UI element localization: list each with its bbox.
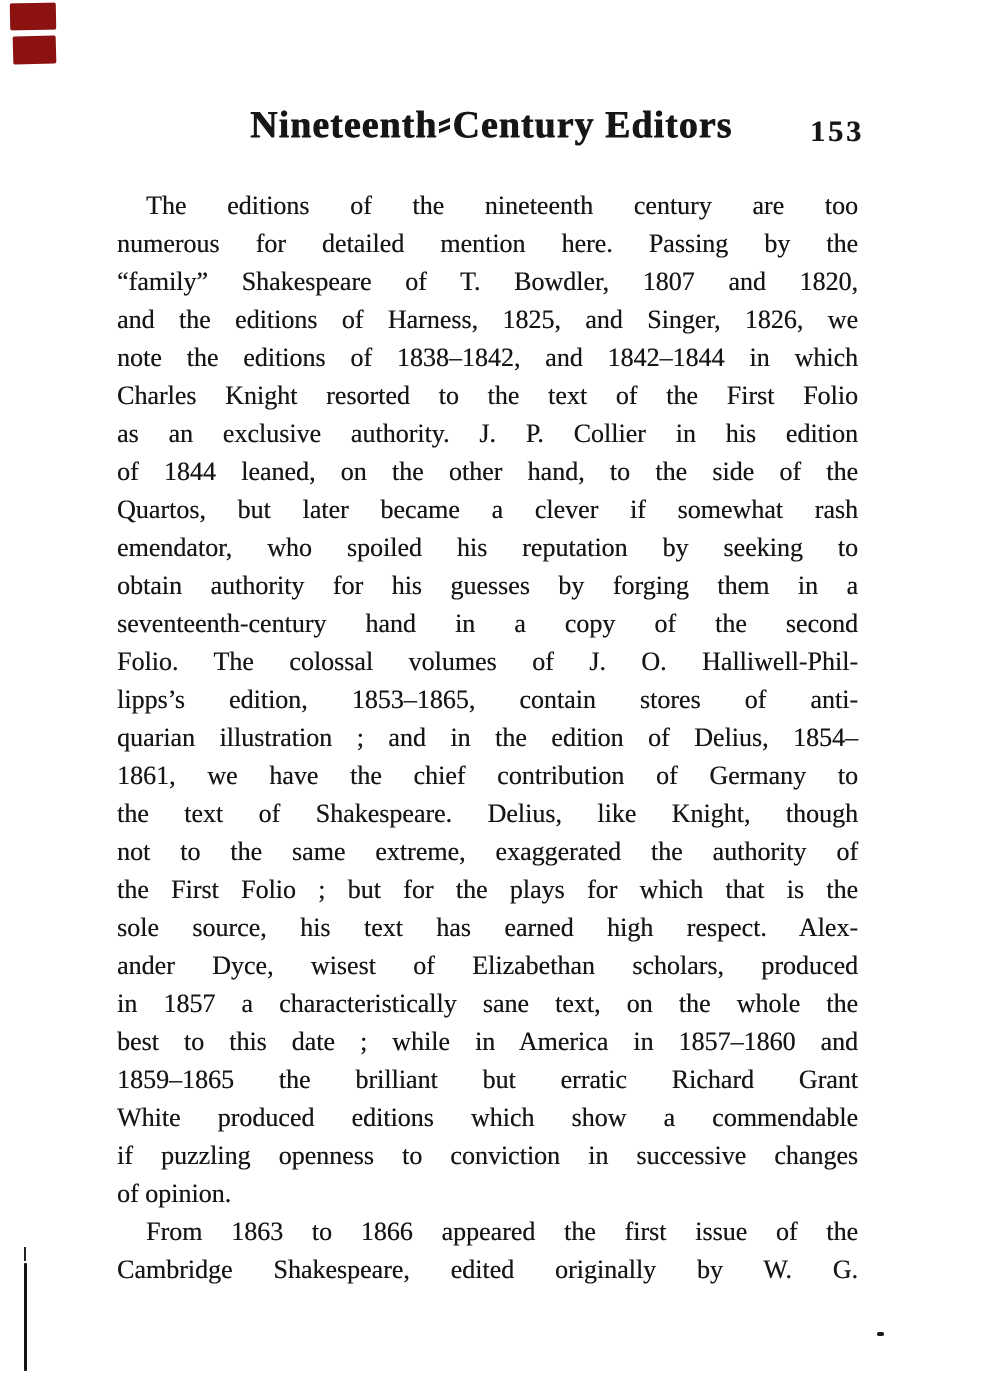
text-line: Quartos, but later became a clever if somewhat rash: [117, 495, 858, 524]
text-line: in 1857 a characteristically sane text, on the whole the: [117, 989, 858, 1018]
text-line: best to this date ; while in America in 1857–1860 and: [117, 1027, 858, 1056]
chapter-title: [250, 103, 733, 147]
text-line: Folio. The colossal volumes of J. O. Halliwell-Phil-: [117, 647, 858, 676]
text-line: White produced editions which show a commendable: [117, 1103, 858, 1132]
scan-speck: [877, 1332, 884, 1336]
text-line: Charles Knight resorted to the text of the First Folio: [117, 381, 858, 410]
text-line: as an exclusive authority. J. P. Collier in his edition: [117, 419, 858, 448]
text-line: lipps’s edition, 1853–1865, contain stores of anti-: [117, 685, 858, 714]
chapter-title-part1: Nineteenth: [250, 104, 438, 146]
text-line: From 1863 to 1866 appeared the first issue of the: [146, 1217, 858, 1246]
text-line: Cambridge Shakespeare, edited originally by W. G.: [117, 1255, 858, 1284]
text-line: 1859–1865 the brilliant but erratic Richard Grant: [117, 1065, 858, 1094]
text-line: note the editions of 1838–1842, and 1842–1844 in which: [117, 343, 858, 372]
text-line: numerous for detailed mention here. Passing by the: [117, 229, 858, 258]
page-number: 153: [810, 115, 864, 148]
text-line: seventeenth-century hand in a copy of the second: [117, 609, 858, 638]
text-line: ander Dyce, wisest of Elizabethan scholars, produced: [117, 951, 858, 980]
left-margin-scan-line-upper: [24, 1247, 26, 1261]
red-stamp-mark-top: [10, 3, 56, 31]
text-line: the First Folio ; but for the plays for which that is the: [117, 875, 858, 904]
text-line: if puzzling openness to conviction in successive changes: [117, 1141, 858, 1170]
text-line: obtain authority for his guesses by forging them in a: [117, 571, 858, 600]
text-line: quarian illustration ; and in the edition of Delius, 1854–: [117, 723, 858, 752]
red-stamp-mark-bottom: [13, 35, 57, 64]
text-line: of 1844 leaned, on the other hand, to the side of the: [117, 457, 858, 486]
double-oblique-hyphen-icon: [437, 113, 452, 139]
text-line: and the editions of Harness, 1825, and Singer, 1826, we: [117, 305, 858, 334]
text-line: “family” Shakespeare of T. Bowdler, 1807 and 1820,: [117, 267, 858, 296]
text-line: 1861, we have the chief contribution of Germany to: [117, 761, 858, 790]
text-line: the text of Shakespeare. Delius, like Knight, though: [117, 799, 858, 828]
text-line: The editions of the nineteenth century are too: [146, 191, 858, 220]
text-line: emendator, who spoiled his reputation by seeking to: [117, 533, 858, 562]
body-text: [117, 187, 858, 1289]
chapter-title-part2: Century Editors: [452, 104, 733, 146]
text-line: sole source, his text has earned high respect. Alex-: [117, 913, 858, 942]
running-head: [0, 103, 1000, 159]
left-margin-scan-line-lower: [24, 1263, 27, 1371]
text-line: not to the same extreme, exaggerated the authority of: [117, 837, 858, 866]
text-line: of opinion.: [117, 1179, 232, 1208]
